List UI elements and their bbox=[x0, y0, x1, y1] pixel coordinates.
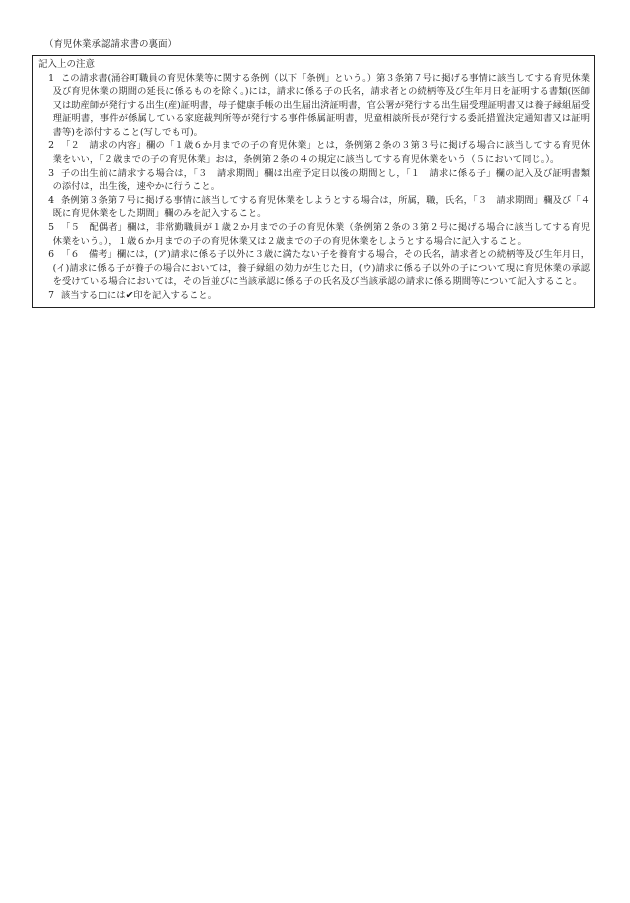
note-text: この請求書(涌谷町職員の育児休業等に関する条例（以下「条例」という。）第３条第７号に掲げる事情に該当してする育児休業及び育児休業の期間の延長に係るものを除く。)には，請求に係る子の氏名，請求者との続柄等及び生年月日を証明する書類(医師又は助産師が発行する出生(産)証明書，母子健康手帳の出生届出済証明書，官公署が発行する出生届受理証明書又は養子縁組届受理証明書，事件が係属している家庭裁判所等が発行する事件係属証明書，児童相談所長が発行する委託措置決定通知書又は証明書等)を添付すること(写しでも可)。 bbox=[52, 72, 590, 138]
note-item-2 bbox=[37, 139, 590, 166]
note-text: 「２ 請求の内容」欄の「１歳６か月までの子の育児休業」とは，条例第２条の３第３号に掲げる場合に該当してする育児休業をいい，「２歳までの子の育児休業」おは，条例第２条の４の規定に該当してする育児休業をいう（５において同じ。）。 bbox=[52, 140, 590, 166]
note-number: 5 bbox=[48, 222, 54, 234]
note-number: 4 bbox=[48, 194, 54, 206]
note-number: 3 bbox=[48, 167, 54, 179]
note-item-4 bbox=[37, 194, 600, 221]
note-number: 2 bbox=[48, 140, 54, 152]
notes-box bbox=[32, 55, 600, 308]
note-text: 「５ 配偶者」欄は，非常勤職員が１歳２か月までの子の育児休業（条例第２条の３第２号に掲げる場合に該当してする育児休業をいう。），１歳６か月までの子の育児休業又は２歳までの子の育児休業をしようとする場合に記入すること。 bbox=[52, 222, 590, 247]
note-item-5 bbox=[37, 221, 590, 248]
note-number: 6 bbox=[48, 249, 54, 261]
notes-title: 記入上の注意 bbox=[38, 59, 96, 70]
note-text: 子の出生前に請求する場合は，「３ 請求期間」欄は出産予定日以後の期間とし，「１ 請求に係る子」欄の記入及び証明書類の添付は，出生後，速やかに行うこと。 bbox=[52, 167, 590, 193]
note-text: 該当する□には✔印を記入すること。 bbox=[61, 290, 218, 301]
note-item-1 bbox=[37, 72, 590, 140]
note-number: 7 bbox=[48, 290, 54, 301]
page-header: （育児休業承認請求書の裏面） bbox=[44, 39, 178, 50]
note-text: 条例第３条第７号に掲げる事情に該当してする育児休業をしようとする場合は，所属，職，氏名，「３ 請求期間」欄及び「４ 既に育児休業をした期間」欄のみを記入すること。 bbox=[52, 194, 600, 220]
note-text: 「６ 備考」欄には，(ア)請求に係る子以外に３歳に満たない子を養育する場合，その氏名，請求者との続柄等及び生年月日，(イ)請求に係る子が養子の場合においては，養子縁組の効力が生じた日，(ウ)請求に係る子以外の子について現に育児休業の承認を受けている場合においては，その旨並びに当該承認に係る子の氏名及び当該承認の請求に係る期間等について記入すること。 bbox=[52, 249, 590, 288]
note-item-3 bbox=[37, 167, 590, 194]
note-item-7 bbox=[37, 289, 590, 303]
note-item-6 bbox=[37, 248, 590, 289]
note-number: 1 bbox=[48, 72, 54, 84]
